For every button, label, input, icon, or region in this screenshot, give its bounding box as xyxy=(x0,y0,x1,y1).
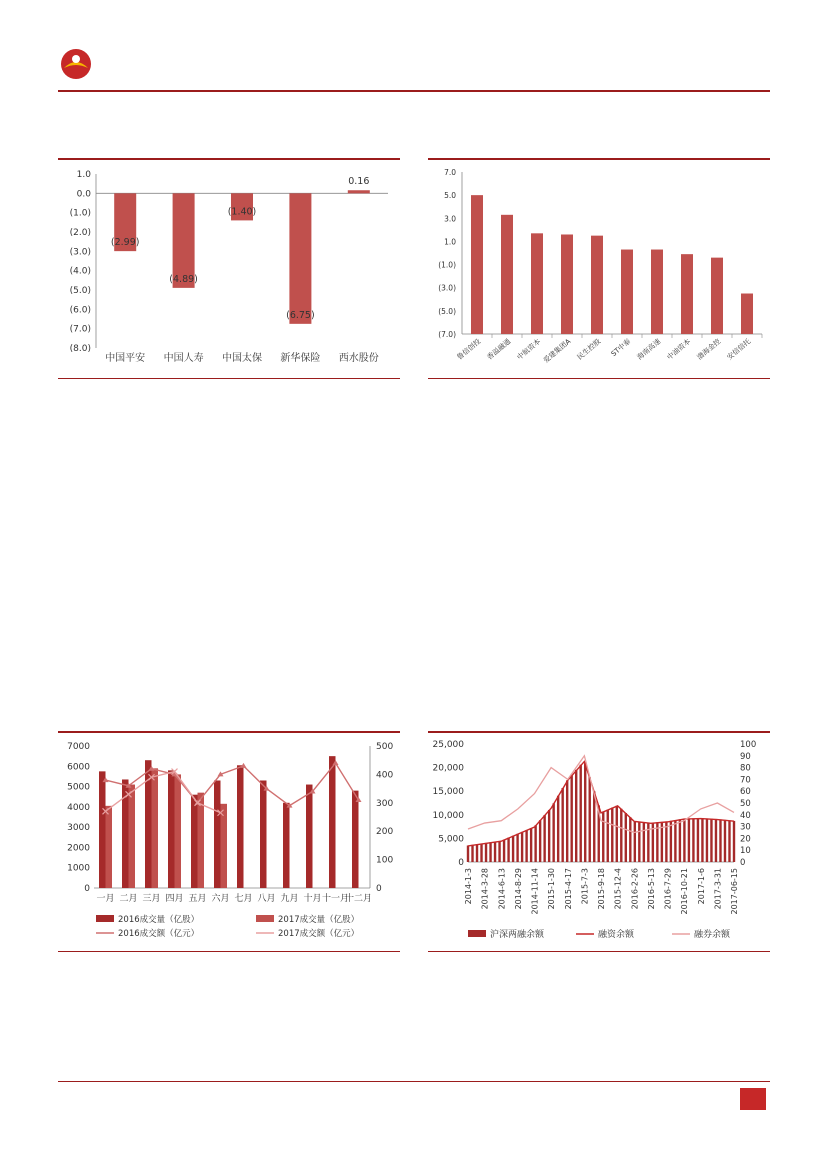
fig7-bar xyxy=(494,842,496,862)
fig6-bar-2016 xyxy=(283,803,290,888)
footer-divider xyxy=(58,1081,770,1082)
fig7-right-tick: 100 xyxy=(740,740,757,750)
fig7-bar xyxy=(643,822,645,862)
fig6-bar-2016 xyxy=(306,785,313,888)
fig5-y-tick: (5.0) xyxy=(438,306,456,316)
page-number xyxy=(740,1088,766,1110)
fig6-x-tick: 八月 xyxy=(257,894,276,904)
fig7-x-tick: 2015-4-17 xyxy=(563,868,573,910)
fig6-bar-2016 xyxy=(329,756,336,888)
fig7-bar xyxy=(485,843,487,862)
fig7-bar xyxy=(679,819,681,862)
fig5-y-tick: 5.0 xyxy=(444,191,456,201)
fig7-bottom-rule xyxy=(428,951,770,952)
fig4-y-tick: (5.0) xyxy=(69,286,91,296)
fig7-chart xyxy=(428,734,770,948)
fig6-left-tick: 1000 xyxy=(67,863,90,874)
fig7-x-tick: 2015-1-30 xyxy=(547,868,557,910)
fig6-x-tick: 十二月 xyxy=(344,894,373,904)
fig7-bar xyxy=(688,818,690,862)
fig6-left-tick: 3000 xyxy=(67,823,90,834)
fig7-bar xyxy=(683,819,685,862)
fig7-left-tick: 20,000 xyxy=(432,763,464,774)
fig4-bar xyxy=(348,190,370,193)
fig7-bar xyxy=(570,775,572,862)
fig5-y-tick: 3.0 xyxy=(444,214,456,224)
fig7-left-tick: 5,000 xyxy=(438,834,464,845)
fig7-bar xyxy=(724,820,726,862)
fig4-y-tick: (7.0) xyxy=(69,324,91,335)
fig4-bottom-rule xyxy=(58,378,400,379)
fig7-bar xyxy=(665,822,667,862)
fig7-bar xyxy=(647,823,649,862)
fig5-y-tick: 1.0 xyxy=(444,237,456,247)
fig7-right-tick: 0 xyxy=(740,858,746,868)
fig6-legend-label: 2016成交量（亿股） xyxy=(118,915,200,925)
fig6-x-tick: 七月 xyxy=(234,894,253,904)
fig5-x-tick: ST中泰 xyxy=(609,337,633,359)
fig6-left-tick: 6000 xyxy=(67,762,90,773)
fig5-x-tick: 海南高速 xyxy=(635,337,663,362)
fig6-left-tick: 4000 xyxy=(67,802,90,813)
fig6-legend-swatch xyxy=(96,915,114,922)
fig7-bar xyxy=(498,841,500,862)
fig6-right-tick: 300 xyxy=(376,798,394,809)
fig5-y-tick: (7.0) xyxy=(438,330,456,339)
fig7-left-tick: 0 xyxy=(458,858,464,868)
fig6-x-tick: 九月 xyxy=(280,894,299,904)
fig6-x-tick: 三月 xyxy=(142,894,161,904)
fig7-x-tick: 2014-3-28 xyxy=(480,868,490,910)
fig7-bar xyxy=(512,836,514,862)
fig7-x-tick: 2014-6-13 xyxy=(497,868,507,910)
fig7-bar xyxy=(674,820,676,862)
fig4-bar xyxy=(289,193,311,323)
fig7-bar xyxy=(543,815,545,862)
fig7-x-tick: 2016-2-26 xyxy=(630,868,640,910)
fig5-x-tick: 安信信托 xyxy=(725,337,753,362)
fig6-bar-2017 xyxy=(152,768,159,888)
fig7-bar xyxy=(697,818,699,862)
fig7-right-tick: 90 xyxy=(740,751,751,762)
fig4-data-label: (6.75) xyxy=(286,309,315,321)
fig7-top-rule xyxy=(428,731,770,733)
fig7-bar xyxy=(534,825,536,862)
fig7-bar xyxy=(503,840,505,862)
fig6-left-tick: 5000 xyxy=(67,782,90,793)
fig7-x-tick: 2016-7-29 xyxy=(663,868,673,910)
fig6-x-tick: 二月 xyxy=(119,894,138,904)
fig7-legend-swatch xyxy=(468,930,486,937)
fig7-x-tick: 2014-8-29 xyxy=(513,868,523,910)
fig4-x-tick: 中国平安 xyxy=(105,353,146,364)
fig4-top-rule xyxy=(58,158,400,160)
fig7-bar xyxy=(710,819,712,862)
fig5-x-tick: 民生控股 xyxy=(575,337,603,362)
fig6-left-tick: 2000 xyxy=(67,843,90,854)
fig5-y-tick: (1.0) xyxy=(438,260,456,270)
fig7-right-tick: 60 xyxy=(740,787,751,798)
fig6-bar-2016 xyxy=(352,791,359,888)
fig7-bar xyxy=(548,810,550,862)
fig6-left-tick: 0 xyxy=(84,884,90,894)
fig4-y-tick: (3.0) xyxy=(69,247,91,258)
fig6-line-2016 xyxy=(106,763,359,806)
fig7-bar xyxy=(580,765,582,862)
fig7-left-tick: 25,000 xyxy=(432,740,464,750)
fig7-bar xyxy=(602,811,604,862)
fig4-data-label: (1.40) xyxy=(227,206,257,218)
fig7-bar xyxy=(530,828,532,862)
fig6-chart xyxy=(58,734,400,948)
fig5-bar xyxy=(531,233,543,334)
company-logo xyxy=(60,48,180,84)
fig7-bar xyxy=(589,777,591,862)
fig5-chart xyxy=(428,162,770,376)
fig7-legend-label: 融券余额 xyxy=(694,930,731,940)
fig5-bar xyxy=(591,236,603,334)
fig5-bar xyxy=(501,215,513,334)
fig7-bar xyxy=(706,818,708,862)
fig7-x-tick: 2015-12-4 xyxy=(613,868,623,910)
fig5-x-tick: 中航资本 xyxy=(515,337,543,362)
fig6-bar-2017 xyxy=(106,806,113,888)
fig6-left-tick: 7000 xyxy=(67,742,90,752)
fig4-x-tick: 西水股份 xyxy=(338,353,379,364)
fig4-y-tick: (2.0) xyxy=(69,228,91,238)
fig5-x-tick: 香溢融通 xyxy=(485,337,513,362)
fig7-x-tick: 2016-10-21 xyxy=(680,868,690,915)
fig6-legend-swatch xyxy=(256,915,274,922)
fig4-x-tick: 新华保险 xyxy=(280,353,321,364)
fig4-y-tick: 0.0 xyxy=(76,189,91,200)
fig7-bar xyxy=(539,820,541,862)
fig5-y-tick: 7.0 xyxy=(444,168,456,177)
fig7-bar xyxy=(670,821,672,862)
fig7-bar xyxy=(575,770,577,862)
fig7-x-tick: 2017-1-6 xyxy=(696,868,706,905)
fig7-right-tick: 20 xyxy=(740,834,751,845)
fig6-bar-2017 xyxy=(221,804,228,888)
fig7-left-tick: 10,000 xyxy=(432,810,464,821)
fig4-data-label: (2.99) xyxy=(110,237,140,249)
fig6-right-tick: 400 xyxy=(376,770,394,781)
fig7-bar xyxy=(557,796,559,862)
logo-emblem-icon xyxy=(60,48,92,80)
fig4-y-tick: 1.0 xyxy=(76,170,91,180)
fig7-legend-label: 融资余额 xyxy=(598,930,635,940)
fig6-x-tick: 一月 xyxy=(96,894,115,904)
fig4-data-label: (4.89) xyxy=(169,273,198,285)
fig7-bar xyxy=(625,813,627,862)
fig7-x-tick: 2014-1-3 xyxy=(464,868,473,905)
fig7-bar xyxy=(476,844,478,862)
fig6-bar-2016 xyxy=(168,770,175,888)
fig7-bar xyxy=(566,780,568,862)
fig6-bar-2016 xyxy=(99,771,106,888)
fig7-x-tick: 2014-11-14 xyxy=(530,868,540,915)
fig6-top-rule xyxy=(58,731,400,733)
fig6-right-tick: 500 xyxy=(376,742,394,752)
fig4-y-tick: (6.0) xyxy=(69,305,91,316)
fig7-bar xyxy=(733,821,735,862)
fig7-bar xyxy=(715,819,717,862)
fig7-bar xyxy=(638,822,640,862)
fig6-bottom-rule xyxy=(58,951,400,952)
fig6-bar-2016 xyxy=(191,795,198,888)
fig6-x-tick: 四月 xyxy=(165,894,184,904)
fig7-right-tick: 10 xyxy=(740,846,751,857)
fig7-x-tick: 2017-3-31 xyxy=(713,868,723,910)
fig7-bar xyxy=(692,818,694,862)
fig7-bar xyxy=(489,842,491,862)
fig5-x-tick: 鲁信创投 xyxy=(455,337,483,362)
fig5-bar xyxy=(471,195,483,334)
fig6-x-tick: 十一月 xyxy=(321,894,350,904)
fig7-legend-label: 沪深两融余额 xyxy=(490,930,545,940)
fig7-bar xyxy=(516,834,518,862)
fig7-bar xyxy=(611,808,613,862)
fig5-top-rule xyxy=(428,158,770,160)
fig6-legend-label: 2017成交量（亿股） xyxy=(278,915,360,925)
fig6-x-tick: 五月 xyxy=(188,894,207,904)
header-divider xyxy=(58,90,770,92)
fig7-bar xyxy=(593,791,595,862)
fig7-right-tick: 40 xyxy=(740,810,751,821)
fig7-bar xyxy=(561,788,563,862)
fig5-y-tick: (3.0) xyxy=(438,283,456,293)
fig6-x-tick: 六月 xyxy=(211,894,230,904)
fig5-bottom-rule xyxy=(428,378,770,379)
fig7-bar xyxy=(467,845,469,862)
fig4-chart xyxy=(58,162,400,376)
fig4-x-tick: 中国太保 xyxy=(222,353,262,364)
fig6-bar-2016 xyxy=(260,780,267,888)
fig5-bar xyxy=(651,250,663,334)
fig7-bar xyxy=(607,810,609,862)
fig7-right-tick: 50 xyxy=(740,799,751,809)
fig6-bar-2016 xyxy=(214,780,221,888)
fig7-bar xyxy=(616,806,618,862)
fig6-legend-label: 2016成交额（亿元） xyxy=(118,929,200,939)
fig7-x-tick: 2017-06-15 xyxy=(730,868,739,915)
fig7-right-tick: 30 xyxy=(740,822,751,833)
fig7-x-tick: 2015-9-18 xyxy=(597,868,606,910)
fig5-x-tick: 爱建集团A xyxy=(542,337,573,365)
fig7-right-tick: 70 xyxy=(740,775,751,786)
fig5-bar xyxy=(621,250,633,334)
fig7-bar xyxy=(480,844,482,862)
fig7-bar xyxy=(552,803,554,862)
fig4-x-tick: 中国人寿 xyxy=(163,353,204,364)
fig7-bar xyxy=(701,818,703,862)
fig6-right-tick: 100 xyxy=(376,855,394,866)
fig7-bar xyxy=(507,838,509,862)
fig7-right-tick: 80 xyxy=(740,763,751,774)
fig7-left-tick: 15,000 xyxy=(432,787,464,798)
fig7-bar xyxy=(525,830,527,862)
fig6-bar-2017 xyxy=(175,774,182,888)
fig7-bar xyxy=(728,820,730,862)
fig4-y-tick: (4.0) xyxy=(69,266,91,277)
fig6-legend-label: 2017成交额（亿元） xyxy=(278,929,360,939)
fig7-bar xyxy=(521,832,523,862)
fig7-bar xyxy=(471,845,473,862)
fig5-x-tick: 渤海金控 xyxy=(695,337,723,362)
fig6-right-tick: 200 xyxy=(376,827,394,838)
fig7-bar xyxy=(629,817,631,862)
fig7-bar xyxy=(620,809,622,862)
fig6-bar-2017 xyxy=(198,793,205,888)
fig6-x-tick: 十月 xyxy=(303,894,322,904)
fig7-bar xyxy=(719,819,721,862)
fig5-bar xyxy=(561,234,573,334)
fig4-y-tick: (1.0) xyxy=(69,208,91,219)
fig6-bar-2017 xyxy=(129,785,136,888)
fig5-bar xyxy=(711,258,723,334)
fig4-data-label: 0.16 xyxy=(348,176,370,188)
fig6-right-tick: 0 xyxy=(376,884,382,894)
fig7-x-tick: 2016-5-13 xyxy=(646,868,656,910)
fig5-bar xyxy=(681,254,693,334)
fig5-x-tick: 中油资本 xyxy=(665,337,693,362)
fig6-bar-2016 xyxy=(237,765,244,888)
fig7-bar xyxy=(634,821,636,862)
fig7-x-tick: 2015-7-3 xyxy=(580,868,590,905)
fig4-y-tick: (8.0) xyxy=(69,344,91,354)
fig7-bar xyxy=(584,763,586,862)
fig5-bar xyxy=(741,294,753,335)
